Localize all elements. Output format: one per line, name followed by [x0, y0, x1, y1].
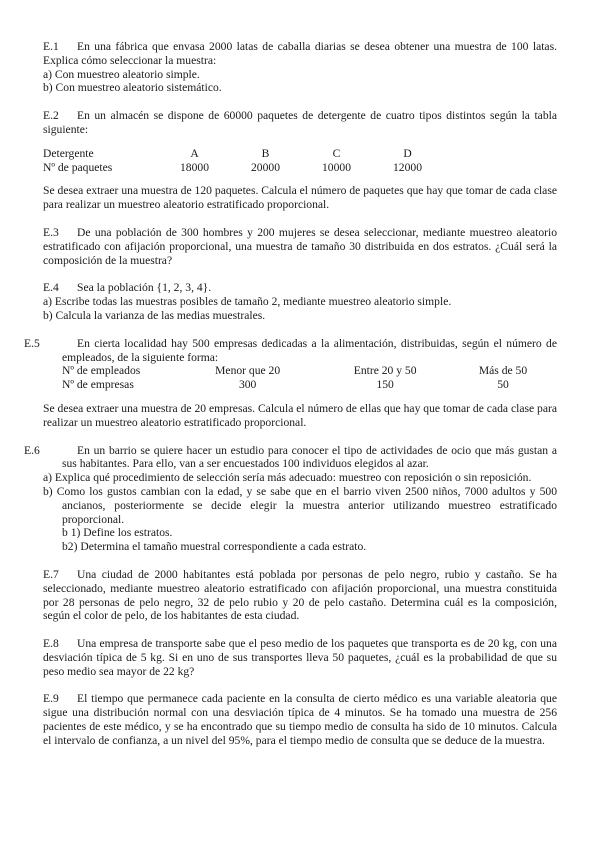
- detergent-table: [43, 147, 557, 175]
- table-cell: D: [403, 146, 412, 160]
- companies-table: [43, 364, 557, 392]
- exercise-number: E.9: [43, 692, 59, 706]
- exercise-e5-intro: [24, 336, 557, 365]
- table-header-row: [43, 147, 557, 161]
- exercise-number: E.6: [24, 443, 40, 457]
- table-cell: 300: [238, 378, 257, 392]
- table-cell: Nº de empleados: [62, 364, 141, 378]
- exercise-e5: [24, 336, 557, 430]
- exercise-e3: [43, 226, 557, 267]
- exercise-e1: [43, 40, 557, 95]
- exercise-e9-text: [43, 692, 557, 747]
- exercise-e5-text: Se desea extraer una muestra de 20 empresas. Calcula el número de ellas que hay que tomar de cada clase para realizar un muestreo aleatorio estratificado proporcional.: [43, 401, 557, 429]
- exercise-text: Una empresa de transporte sabe que el peso medio de los paquetes que transporta es de 20 kg, con una desviación típica de 5 kg. Si en uno de sus transportes lleva 50 paquetes, ¿cuál es la probabilidad de que su peso medio sea mayor de 22 kg?: [43, 637, 557, 678]
- exercise-e7-text: [43, 568, 557, 623]
- table-row: [62, 378, 557, 392]
- exercise-e3-text: [43, 226, 557, 267]
- exercise-text: En una fábrica que envasa 2000 latas de caballa diarias se desea obtener una muestra de 100 latas. Explica cómo seleccionar la muestra:: [43, 40, 557, 67]
- exercise-text: En un almacén se dispone de 60000 paquetes de detergente de cuatro tipos distintos según la tabla siguiente:: [43, 109, 557, 136]
- table-cell: B: [261, 146, 270, 160]
- exercise-e9: [43, 692, 557, 747]
- table-cell: Más de 50: [478, 364, 528, 378]
- table-cell: 10000: [322, 160, 351, 174]
- table-cell: Nº de paquetes: [43, 160, 113, 174]
- exercise-number: E.3: [43, 225, 59, 239]
- table-cell: Entre 20 y 50: [353, 364, 417, 378]
- exercise-e6-option-b2: b2) Determina el tamaño muestral correspondiente a cada estrato.: [62, 540, 367, 554]
- worksheet-page: [24, 40, 557, 762]
- table-cell: A: [190, 146, 199, 160]
- table-row: [43, 161, 557, 175]
- exercise-e1-option-b: b) Con muestreo aleatorio sistemático.: [43, 81, 222, 95]
- exercise-e1-intro: [43, 40, 557, 68]
- table-cell: 50: [497, 378, 509, 392]
- exercise-e4-intro: [43, 281, 557, 295]
- exercise-e6: [24, 443, 557, 554]
- exercise-e8-text: [43, 637, 557, 678]
- exercise-e2-intro: [43, 109, 557, 137]
- exercise-e4: [43, 281, 557, 322]
- exercise-number: E.7: [43, 567, 59, 581]
- exercise-e2-text: Se desea extraer una muestra de 120 paquetes. Calcula el número de paquetes que hay que tomar de cada clase para realizar un muestreo aleatorio estratificado proporcional.: [43, 184, 557, 212]
- table-cell: Nº de empresas: [62, 378, 134, 392]
- exercise-e6-option-a: a) Explica qué procedimiento de selección sería más adecuado: muestreo con reposición o sin reposición.: [43, 471, 532, 485]
- exercise-number: E.4: [43, 281, 59, 295]
- exercise-e6-intro: [24, 443, 557, 472]
- exercise-e1-option-a: a) Con muestreo aleatorio simple.: [43, 67, 200, 81]
- exercise-e7: [43, 568, 557, 623]
- table-cell: 150: [376, 378, 394, 392]
- exercise-e2: [43, 109, 557, 212]
- exercise-number: E.1: [43, 40, 59, 53]
- table-cell: C: [332, 146, 341, 160]
- exercise-number: E.5: [24, 336, 40, 350]
- exercise-e8: [43, 637, 557, 678]
- table-header-row: [62, 364, 557, 378]
- exercise-e6-option-b: b) Como los gustos cambian con la edad, y se sabe que en el barrio viven 2500 niños, 7000 adultos y 500 ancianos, posteriormente se decide elegir la muestra anterior utilizando muestreo estratificado proporcional.: [43, 484, 557, 526]
- exercise-number: E.8: [43, 637, 59, 651]
- table-cell: Detergente: [43, 146, 94, 160]
- table-cell: 20000: [251, 160, 280, 174]
- exercise-e4-option-a: a) Escribe todas las muestras posibles de tamaño 2, mediante muestreo aleatorio simple.: [43, 295, 452, 309]
- exercise-text: Sea la población {1, 2, 3, 4}.: [77, 281, 212, 295]
- exercise-e6-option-b1: b 1) Define los estratos.: [62, 526, 173, 540]
- exercise-number: E.2: [43, 109, 59, 123]
- exercise-text: Una ciudad de 2000 habitantes está poblada por personas de pelo negro, rubio y castaño. Se ha seleccionado, mediante muestreo aleatorio estratificado con afijación proporcional, una muestra constituida por 28 personas de pelo negro, 32 de pelo rubio y 20 de pelo castaño. Determina cuál es la composición, según el color de pelo, de los habitantes de esta ciudad.: [43, 567, 557, 623]
- table-cell: 12000: [393, 160, 422, 174]
- exercise-e4-option-b: b) Calcula la varianza de las medias muestrales.: [43, 308, 266, 322]
- table-cell: 18000: [180, 160, 209, 174]
- exercise-text: El tiempo que permanece cada paciente en la consulta de cierto médico es una variable aleatoria que sigue una distribución normal con una desviación típica de 4 minutos. Se ha tomado una muestra de 256 pacientes de este médico, y se ha encontrado que su tiempo medio de consulta ha sido de 10 minutos. Calcula el intervalo de confianza, a un nivel del 95%, para el tiempo medio de consulta que se deduce de la muestra.: [43, 692, 557, 747]
- exercise-text: De una población de 300 hombres y 200 mujeres se desea seleccionar, mediante muestreo aleatorio estratificado con afijación proporcional, una muestra de tamaño 30 distribuida en dos estratos. ¿Cuál será la composición de la muestra?: [43, 225, 557, 267]
- table-cell: Menor que 20: [215, 364, 281, 378]
- exercise-text: En cierta localidad hay 500 empresas dedicadas a la alimentación, distribuidas, según el número de empleados, de la siguiente forma:: [62, 336, 557, 364]
- exercise-text: En un barrio se quiere hacer un estudio para conocer el tipo de actividades de ocio que más gustan a sus habitantes. Para ello, van a ser encuestados 100 individuos elegidos al azar.: [62, 443, 557, 471]
